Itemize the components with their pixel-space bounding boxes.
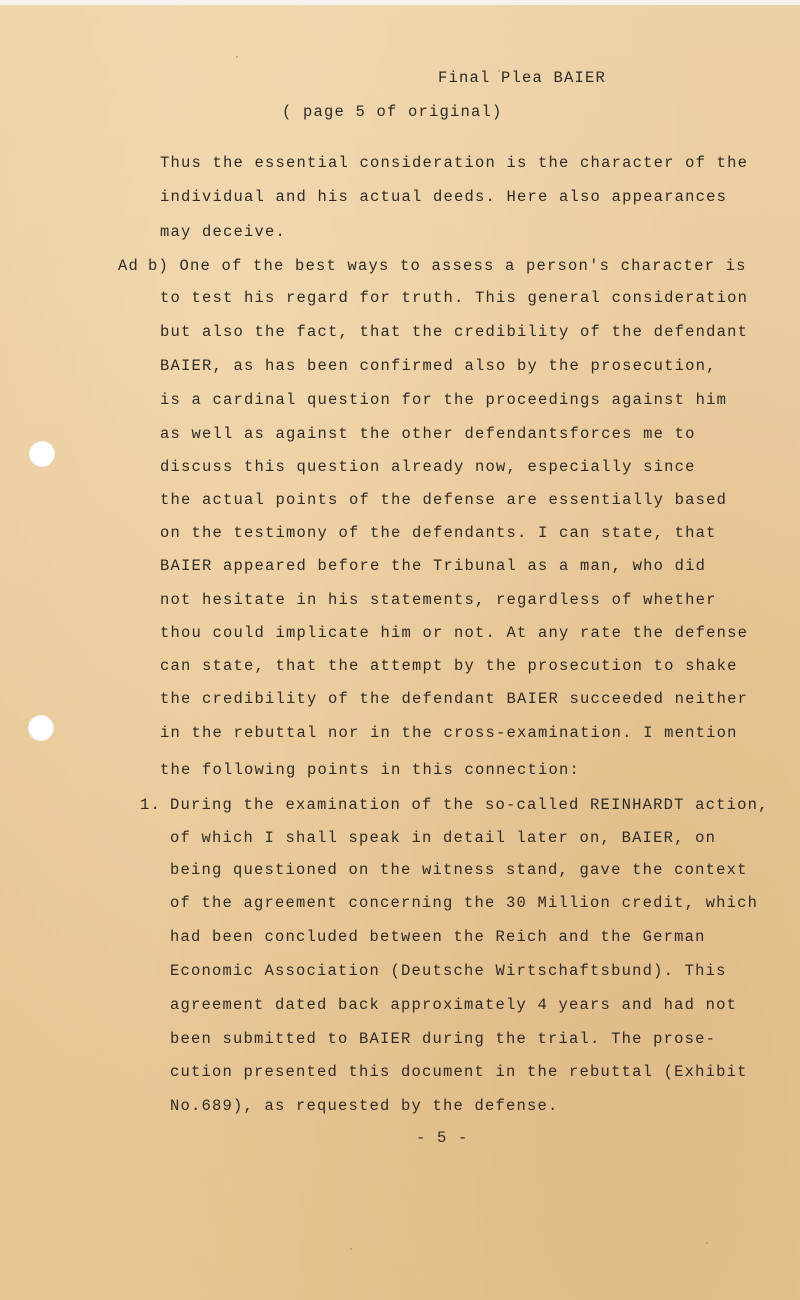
text-line: Economic Association (Deutsche Wirtschaftsbund). This <box>170 962 727 980</box>
paper-speck <box>498 70 500 72</box>
text-line: BAIER, as has been confirmed also by the prosecution, <box>160 357 717 375</box>
text-line: to test his regard for truth. This general consideration <box>160 289 749 307</box>
page-title: Final Plea BAIER <box>438 69 607 87</box>
text-line: may deceive. <box>160 223 287 241</box>
text-line: as well as against the other defendantsforces me to <box>160 425 696 443</box>
text-line: agreement dated back approximately 4 years and had not <box>170 996 738 1014</box>
paper-speck <box>236 56 238 58</box>
text-line: individual and his actual deeds. Here also appearances <box>160 188 728 206</box>
text-line: Thus the essential consideration is the character of the <box>160 154 749 172</box>
text-line: No.689), as requested by the defense. <box>170 1097 559 1115</box>
text-line: BAIER appeared before the Tribunal as a man, who did <box>160 557 707 575</box>
text-line: of which I shall speak in detail later on, BAIER, on <box>170 829 717 847</box>
text-line: cution presented this document in the rebuttal (Exhibit <box>170 1063 748 1081</box>
text-line: not hesitate in his statements, regardless of whether <box>160 591 717 609</box>
punch-hole-upper <box>29 441 55 467</box>
text-line: the actual points of the defense are essentially based <box>160 491 728 509</box>
paragraph-marker-ad: Ad <box>118 257 140 275</box>
text-line: thou could implicate him or not. At any rate the defense <box>160 624 749 642</box>
paper-speck <box>350 1248 352 1250</box>
scan-top-edge <box>0 0 800 5</box>
text-line: on the testimony of the defendants. I can state, that <box>160 524 717 542</box>
page-number: - 5 - <box>416 1129 469 1147</box>
text-line: had been concluded between the Reich and the German <box>170 928 706 946</box>
text-line: the credibility of the defendant BAIER succeeded neither <box>160 690 749 708</box>
text-line: is a cardinal question for the proceedings against him <box>160 391 728 409</box>
text-line: but also the fact, that the credibility of the defendant <box>160 323 749 341</box>
text-line: can state, that the attempt by the prosecution to shake <box>160 657 738 675</box>
text-line: of the agreement concerning the 30 Million credit, which <box>170 894 759 912</box>
text-line: b) One of the best ways to assess a person's character is <box>148 257 747 275</box>
text-line: During the examination of the so-called REINHARDT action, <box>170 796 769 814</box>
text-line: discuss this question already now, especially since <box>160 458 696 476</box>
page-subtitle: ( page 5 of original) <box>282 103 503 121</box>
list-number-1: 1. <box>140 796 162 814</box>
text-line: being questioned on the witness stand, gave the context <box>170 861 748 879</box>
text-line: been submitted to BAIER during the trial. The prose- <box>170 1030 717 1048</box>
punch-hole-lower <box>28 715 54 741</box>
text-line: the following points in this connection: <box>160 761 581 779</box>
paper-speck <box>706 1242 708 1244</box>
text-line: in the rebuttal nor in the cross-examination. I mention <box>160 724 738 742</box>
